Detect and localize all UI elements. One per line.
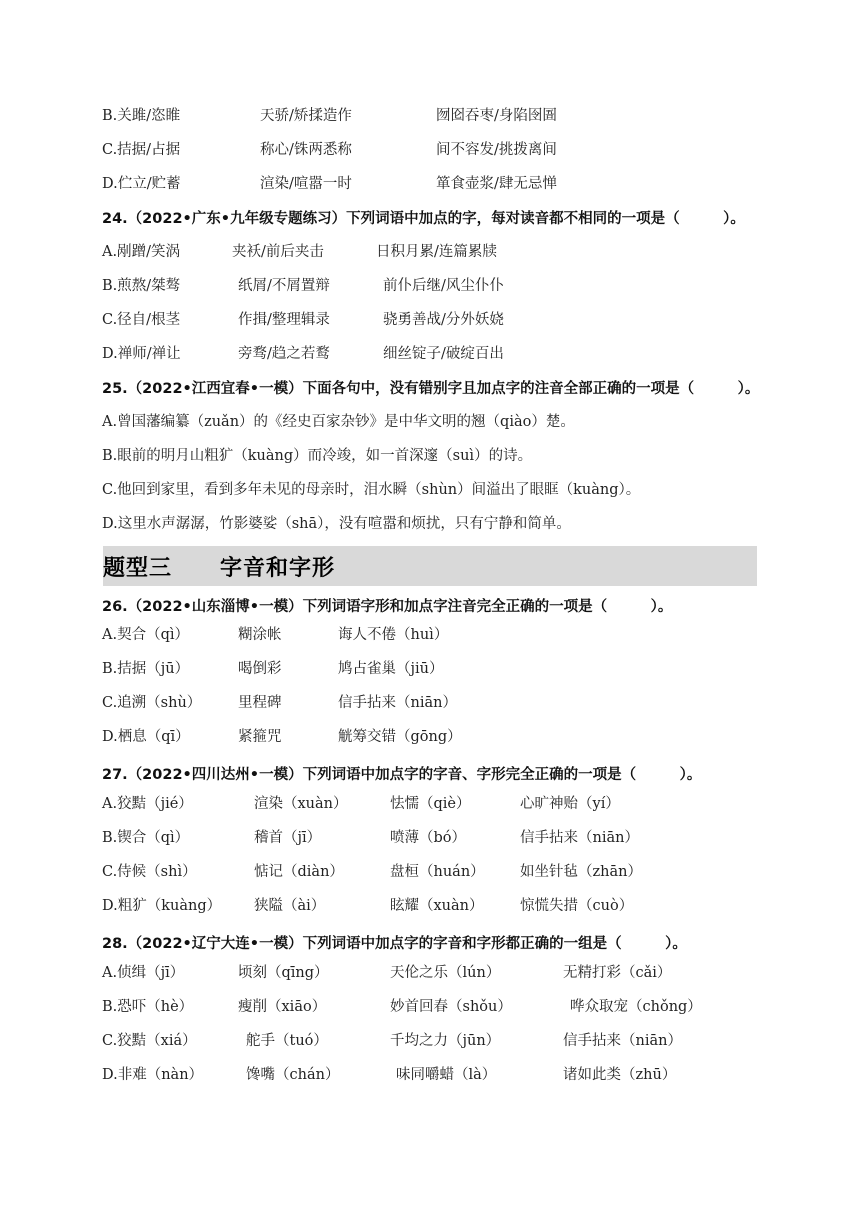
word: B.煎熬/桀骜	[102, 278, 181, 294]
section-header-bar	[103, 546, 757, 586]
word: 信手拈来（niān）	[520, 830, 639, 846]
word: 喝倒彩	[238, 661, 282, 677]
word: 天伦之乐（lún）	[390, 965, 501, 981]
word: B.关雎/恣睢	[102, 108, 181, 124]
word: C.追溯（shù）	[102, 695, 202, 711]
word: 狭隘（ài）	[254, 898, 326, 914]
word: 天骄/矫揉造作	[260, 108, 352, 124]
word: 馋嘴（chán）	[246, 1067, 340, 1083]
word: 诸如此类（zhū）	[563, 1067, 677, 1083]
q24-stem: 24.（2022•广东•九年级专题练习）下列词语中加点的字，每对读音都不相同的一项是（ ）。	[102, 211, 745, 227]
word: 信手拈来（niān）	[338, 695, 457, 711]
word: 惊慌失措（cuò）	[520, 898, 634, 914]
word: 诲人不倦（huì）	[338, 627, 449, 643]
section-label: 题型三	[103, 556, 173, 581]
q25-option-c: C.他回到家里，看到多年未见的母亲时，泪水瞬（shùn）间溢出了眼眶（kuàng）。	[102, 482, 641, 498]
q28-stem: 28.（2022•辽宁大连•一模）下列词语中加点字的字音和字形都正确的一组是（ ）。	[102, 936, 687, 952]
word: 称心/铢两悉称	[260, 142, 352, 158]
word: C.侍候（shì）	[102, 864, 197, 880]
word: D.栖息（qī）	[102, 729, 190, 745]
word: A.剐蹭/笑涡	[102, 244, 180, 260]
word: 作揖/整理辑录	[238, 312, 330, 328]
word: 间不容发/挑拨离间	[436, 142, 557, 158]
word: 顷刻（qīng）	[238, 965, 329, 981]
word: 鸠占雀巢（jiū）	[338, 661, 444, 677]
word: 如坐针毡（zhān）	[520, 864, 642, 880]
word: A.侦缉（jī）	[102, 965, 185, 981]
word: B.拮据（jū）	[102, 661, 190, 677]
word: B.锲合（qì）	[102, 830, 190, 846]
word: 细丝锭子/破绽百出	[383, 346, 504, 362]
section-title: 字音和字形	[220, 556, 336, 581]
word: 里程碑	[238, 695, 282, 711]
word: 稽首（jī）	[254, 830, 322, 846]
word: 前仆后继/风尘仆仆	[383, 278, 504, 294]
word: 夹袄/前后夹击	[232, 244, 324, 260]
word: C.径自/根茎	[102, 312, 181, 328]
q25-stem: 25.（2022•江西宜春•一模）下面各句中，没有错别字且加点字的注音全部正确的一项是（ ）。	[102, 381, 760, 397]
word: D.非难（nàn）	[102, 1067, 204, 1083]
word: A.狡黠（jié）	[102, 796, 193, 812]
word: 纸屑/不屑置辩	[238, 278, 330, 294]
word: 日积月累/连篇累牍	[376, 244, 497, 260]
word: 渲染（xuàn）	[254, 796, 348, 812]
word: 骁勇善战/分外妖娆	[383, 312, 504, 328]
word: D.禅师/禅让	[102, 346, 181, 362]
word: 味同嚼蜡（là）	[396, 1067, 497, 1083]
word: 囫囵吞枣/身陷囹圄	[436, 108, 557, 124]
q25-option-d: D.这里水声潺潺，竹影婆娑（shā），没有喧嚣和烦扰，只有宁静和简单。	[102, 516, 571, 532]
word: 哗众取宠（chǒng）	[570, 999, 702, 1015]
q26-stem: 26.（2022•山东淄博•一模）下列词语字形和加点字注音完全正确的一项是（ ）。	[102, 599, 673, 615]
word: D.粗犷（kuàng）	[102, 898, 222, 914]
word: 喷薄（bó）	[390, 830, 467, 846]
word: 妙首回春（shǒu）	[390, 999, 512, 1015]
word: C.狡黠（xiá）	[102, 1033, 197, 1049]
word: 旁骛/趋之若鹜	[238, 346, 330, 362]
q25-option-a: A.曾国藩编纂（zuǎn）的《经史百家杂钞》是中华文明的翘（qiào）楚。	[102, 414, 575, 430]
word: 糊涂帐	[238, 627, 282, 643]
word: B.恐吓（hè）	[102, 999, 194, 1015]
word: 千均之力（jūn）	[390, 1033, 501, 1049]
q27-stem: 27.（2022•四川达州•一模）下列词语中加点字的字音、字形完全正确的一项是（ ）。	[102, 767, 702, 783]
word: 舵手（tuó）	[246, 1033, 328, 1049]
word: 盘桓（huán）	[390, 864, 485, 880]
word: 怯懦（qiè）	[390, 796, 471, 812]
word: 箪食壶浆/肆无忌惮	[436, 176, 557, 192]
word: 信手拈来（niān）	[563, 1033, 682, 1049]
word: 紧箍咒	[238, 729, 282, 745]
word: 心旷神贻（yí）	[520, 796, 620, 812]
word: C.拮据/占据	[102, 142, 181, 158]
word: D.伫立/贮蓄	[102, 176, 181, 192]
word: 觥筹交错（gōng）	[338, 729, 462, 745]
q25-option-b: B.眼前的明月山粗犷（kuàng）而冷竣，如一首深邃（suì）的诗。	[102, 448, 533, 464]
word: 渲染/喧嚣一时	[260, 176, 352, 192]
word: 瘦削（xiāo）	[238, 999, 327, 1015]
word: 眩耀（xuàn）	[390, 898, 484, 914]
word: 无精打彩（cǎi）	[563, 965, 672, 981]
word: A.契合（qì）	[102, 627, 189, 643]
word: 惦记（diàn）	[254, 864, 344, 880]
